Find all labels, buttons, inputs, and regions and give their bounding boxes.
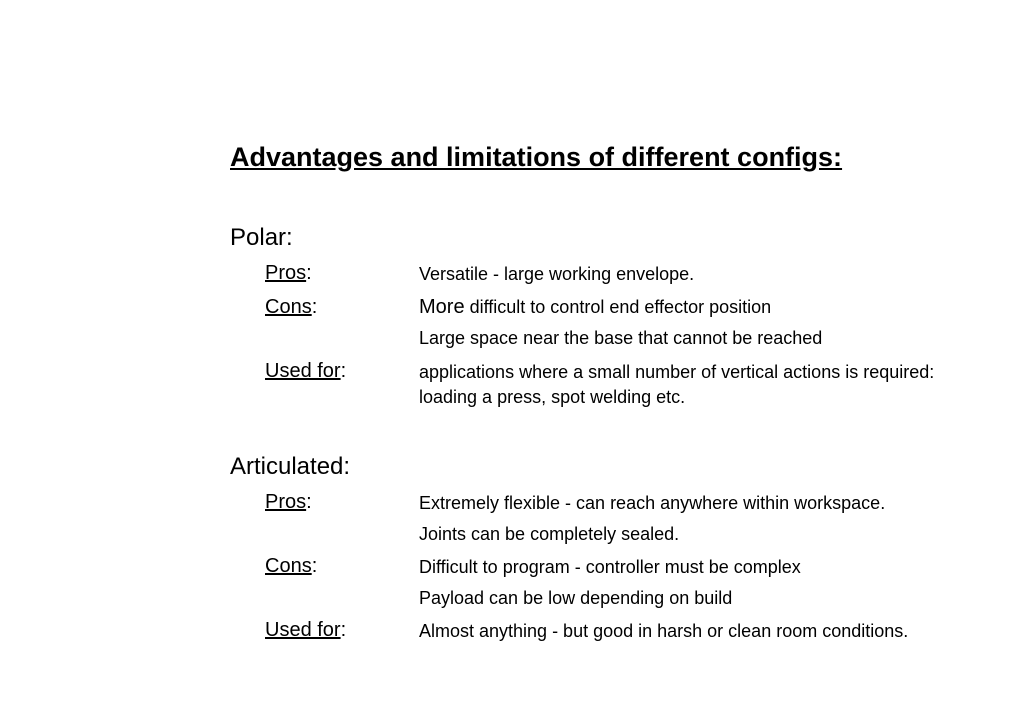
pros-label-text: Pros: [265, 262, 307, 284]
slide-title: Advantages and limitations of different configs:: [230, 142, 843, 172]
polar-used-for-text: applications where a small number of vertical actions is required: loading a press, spot welding etc.: [419, 362, 935, 407]
articulated-pros-item: Joints can be completely sealed.: [419, 524, 680, 544]
cons-label-text: Cons: [265, 555, 312, 577]
cons-label-text: Cons: [265, 296, 312, 318]
articulated-used-for-text: Almost anything - but good in harsh or clean room conditions.: [419, 621, 909, 641]
used-for-label-text: Used for: [265, 360, 341, 382]
colon: :: [340, 360, 347, 382]
colon: :: [340, 619, 347, 641]
articulated-cons-label: [265, 555, 317, 578]
articulated-pros-item: Extremely flexible - can reach anywhere within workspace.: [419, 493, 886, 513]
colon: :: [311, 555, 318, 577]
used-for-label-text: Used for: [265, 619, 341, 641]
colon: :: [311, 296, 318, 318]
colon: :: [306, 262, 312, 284]
articulated-cons-item: Difficult to program - controller must be complex: [419, 557, 801, 577]
polar-used-for-label: [265, 360, 346, 383]
section-heading-polar: Polar:: [230, 224, 293, 251]
colon: :: [306, 491, 312, 513]
articulated-cons-item: Payload can be low depending on build: [419, 588, 733, 608]
polar-cons-item: Large space near the base that cannot be reached: [419, 328, 823, 348]
section-heading-articulated: Articulated:: [230, 453, 351, 480]
cons-first-word: More: [419, 296, 465, 318]
polar-cons-item: [419, 296, 771, 319]
articulated-pros-label: [265, 491, 312, 514]
articulated-used-for-label: [265, 619, 346, 642]
pros-label-text: Pros: [265, 491, 307, 513]
polar-cons-label: [265, 296, 317, 319]
polar-pros-label: [265, 262, 312, 285]
cons-first-rest: difficult to control end effector position: [469, 297, 772, 317]
polar-pros-item: Versatile - large working envelope.: [419, 264, 695, 284]
